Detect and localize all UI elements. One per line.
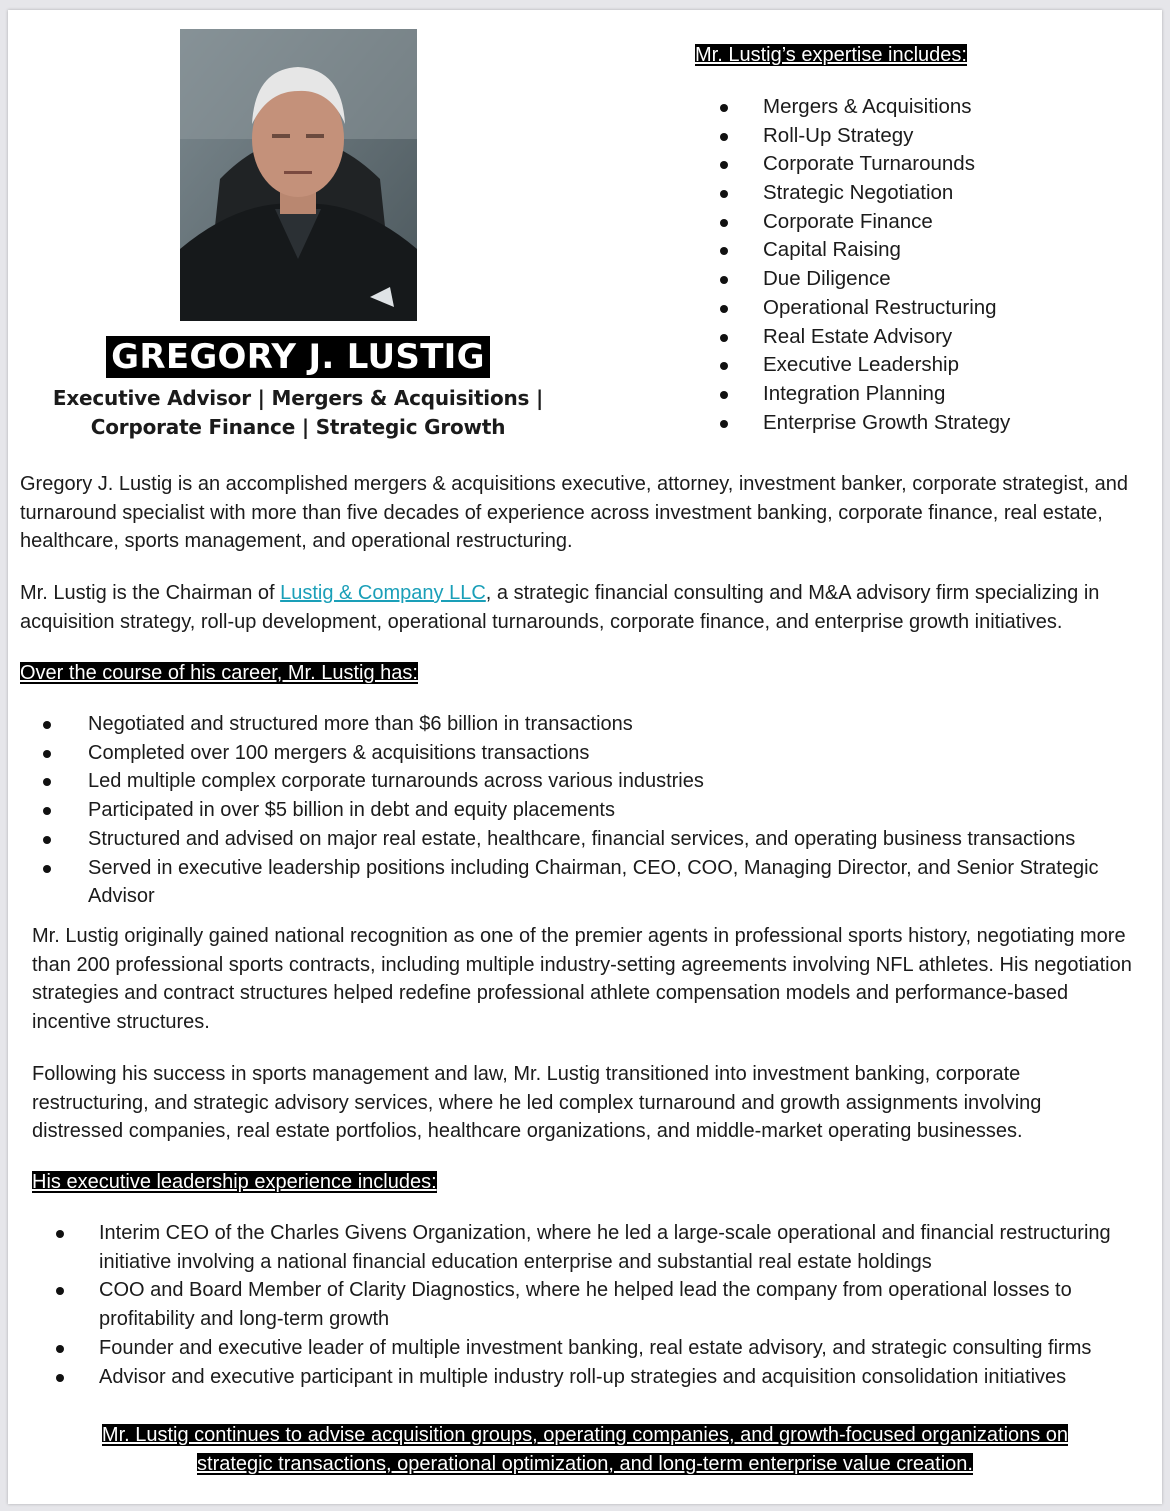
expertise-item: Enterprise Growth Strategy (708, 409, 1010, 438)
leadership-item: COO and Board Member of Clarity Diagnostics, where he helped lead the company from operational losses to profitability and long-term growth (32, 1276, 1157, 1333)
leadership-list (32, 1219, 1157, 1391)
career-item: Led multiple complex corporate turnarounds across various industries (20, 767, 1150, 796)
expertise-item: Due Diligence (708, 265, 1010, 294)
bullet-icon (720, 420, 728, 428)
company-link[interactable]: Lustig & Company LLC (280, 582, 486, 604)
bullet-icon (43, 750, 51, 758)
closing-statement (38, 1421, 1132, 1478)
subtitle-line-1: Executive Advisor | Mergers & Acquisitions | (52, 386, 544, 410)
expertise-item: Capital Raising (708, 236, 1010, 265)
expertise-item: Roll-Up Strategy (708, 122, 1010, 151)
expertise-item: Operational Restructuring (708, 294, 1010, 323)
bullet-icon (720, 133, 728, 141)
bullet-icon (43, 865, 51, 873)
bullet-icon (56, 1287, 64, 1295)
closing-line-1: Mr. Lustig continues to advise acquisition groups, operating companies, and growth-focused organizations on (101, 1424, 1069, 1446)
bullet-icon (43, 836, 51, 844)
closing-line-2: strategic transactions, operational optimization, and long-term enterprise value creation. (197, 1452, 973, 1475)
bullet-icon (720, 305, 728, 313)
expertise-item: Integration Planning (708, 380, 1010, 409)
intro-paragraph: Gregory J. Lustig is an accomplished mergers & acquisitions executive, attorney, investment banker, corporate strategist, and turnaround specialist with more than five decades of experience across investment banking, corporate finance, real estate, healthcare, sports management, and operational restructuring. (20, 473, 1128, 553)
career-item: Completed over 100 mergers & acquisitions transactions (20, 739, 1150, 768)
leadership-item: Advisor and executive participant in multiple industry roll-up strategies and acquisition consolidation initiatives (32, 1363, 1157, 1392)
career-item: Negotiated and structured more than $6 billion in transactions (20, 710, 1150, 739)
chairman-paragraph (20, 579, 1150, 636)
bullet-icon (720, 362, 728, 370)
chairman-text-after: , a strategic financial consulting and M&A advisory firm specializing in acquisition strategy, roll-up development, operational turnarounds, corporate finance, and enterprise growth initiatives. (20, 582, 1100, 633)
bullet-icon (56, 1230, 64, 1238)
expertise-item: Corporate Finance (708, 208, 1010, 237)
expertise-item: Executive Leadership (708, 351, 1010, 380)
expertise-item: Mergers & Acquisitions (708, 93, 1010, 122)
expertise-item: Corporate Turnarounds (708, 150, 1010, 179)
career-heading: Over the course of his career, Mr. Lustig has: (20, 662, 418, 684)
expertise-list (708, 93, 1010, 437)
career-list (20, 710, 1150, 911)
bullet-icon (720, 276, 728, 284)
expertise-item: Real Estate Advisory (708, 323, 1010, 352)
career-item: Structured and advised on major real estate, healthcare, financial services, and operating business transactions (20, 825, 1150, 854)
name-banner: GREGORY J. LUSTIG (106, 336, 490, 378)
professional-subtitle (44, 384, 552, 441)
sports-agent-paragraph: Mr. Lustig originally gained national recognition as one of the premier agents in professional sports history, negotiating more than 200 professional sports contracts, including multiple industry-setting agreements involving NFL athletes. His negotiation strategies and contract structures helped redefine professional athlete compensation models and performance-based incentive structures. (32, 925, 1132, 1034)
bullet-icon (720, 104, 728, 112)
bullet-icon (56, 1374, 64, 1382)
career-item: Participated in over $5 billion in debt and equity placements (20, 796, 1150, 825)
bullet-icon (56, 1345, 64, 1353)
resume-page (8, 10, 1162, 1504)
leadership-item: Founder and executive leader of multiple investment banking, real estate advisory, and strategic consulting firms (32, 1334, 1157, 1363)
chairman-text-before: Mr. Lustig is the Chairman of (20, 582, 281, 604)
leadership-item: Interim CEO of the Charles Givens Organization, where he led a large-scale operational and financial restructuring initiative involving a national financial education enterprise and substantial real estate holdings (32, 1219, 1157, 1276)
bullet-icon (43, 778, 51, 786)
transition-paragraph: Following his success in sports management and law, Mr. Lustig transitioned into investment banking, corporate restructuring, and strategic advisory services, where he led complex turnaround and growth assignments involving distressed companies, real estate portfolios, healthcare organizations, and middle-market operating businesses. (32, 1063, 1042, 1143)
expertise-item: Strategic Negotiation (708, 179, 1010, 208)
bullet-icon (720, 247, 728, 255)
expertise-heading: Mr. Lustig’s expertise includes: (695, 44, 967, 66)
bullet-icon (43, 721, 51, 729)
profile-photo (180, 29, 417, 321)
bullet-icon (720, 219, 728, 227)
bullet-icon (720, 190, 728, 198)
leadership-heading: His executive leadership experience includes: (32, 1171, 437, 1193)
career-item: Served in executive leadership positions including Chairman, CEO, COO, Managing Director, and Senior Strategic Advisor (20, 854, 1150, 911)
bullet-icon (720, 391, 728, 399)
bullet-icon (43, 807, 51, 815)
bullet-icon (720, 334, 728, 342)
subtitle-line-2: Corporate Finance | Strategic Growth (90, 414, 506, 439)
bullet-icon (720, 161, 728, 169)
